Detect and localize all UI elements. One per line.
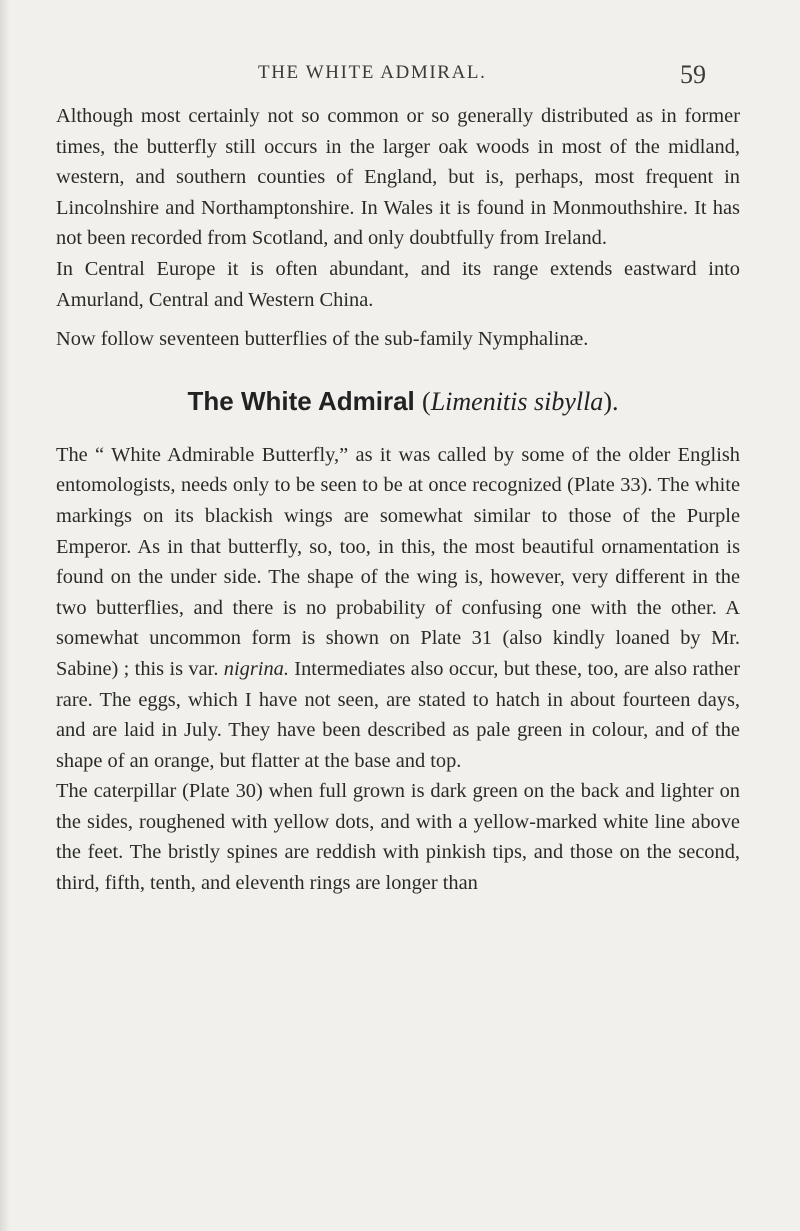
running-title: THE WHITE ADMIRAL.: [258, 62, 487, 83]
paragraph-caterpillar: The caterpillar (Plate 30) when full grown is dark green on the back and lighter on the sides, roughened with yellow dots, and with a yellow-marked white line above the feet. The bristly spines are reddish with pinkish tips, and those on the second, third, fifth, tenth, and eleventh rings are longer than: [56, 780, 740, 895]
section-heading: [66, 385, 740, 418]
heading-scientific-name: Limenitis sibylla: [430, 386, 604, 416]
paragraph-nymphalinae: Now follow seventeen butterflies of the sub-family Nymphalinæ.: [56, 328, 589, 351]
heading-open-paren: (: [422, 386, 431, 416]
paragraph-description: [56, 440, 740, 777]
description-text-b: Intermediates also occur, but these, too, are also rather rare. The eggs, which I have not seen, are stated to hatch in about fourteen days, and are laid in July. They have been described as pale green in colour, and of the shape of an orange, but flatter at the base and top.: [56, 657, 740, 772]
heading-common-name: The White Admiral: [187, 385, 415, 416]
heading-close-paren: ).: [603, 386, 619, 416]
page-gutter-shadow: [0, 0, 10, 1231]
page-number: 59: [680, 60, 706, 89]
running-header: [0, 60, 800, 90]
paragraph-range: In Central Europe it is often abundant, and its range extends eastward into Amurland, Central and Western China.: [56, 257, 740, 311]
paragraph-distribution: Although most certainly not so common or so generally distributed as in former times, the butterfly still occurs in the larger oak woods in most of the midland, western, and southern counties of England, but is, perhaps, most frequent in Lincolnshire and Northamptonshire. In Wales it is found in Monmouthshire. It has not been recorded from Scotland, and only doubtfully from Ireland.: [56, 105, 740, 250]
description-text-a: The “ White Admirable Butterfly,” as it was called by some of the older English entomologists, needs only to be seen to be at once recognized (Plate 33). The white markings on its blackish wings are somewhat similar to those of the Purple Emperor. As in that butterfly, so, too, in this, the most beautiful ornamentation is found on the under side. The shape of the wing is, however, very different in the two butterflies, and there is no probability of confusing one with the other. A somewhat uncommon form is shown on Plate 31 (also kindly loaned by Mr. Sabine) ; this is var.: [56, 443, 740, 680]
body-text: [56, 101, 740, 899]
variety-name: nigrina.: [223, 657, 289, 680]
